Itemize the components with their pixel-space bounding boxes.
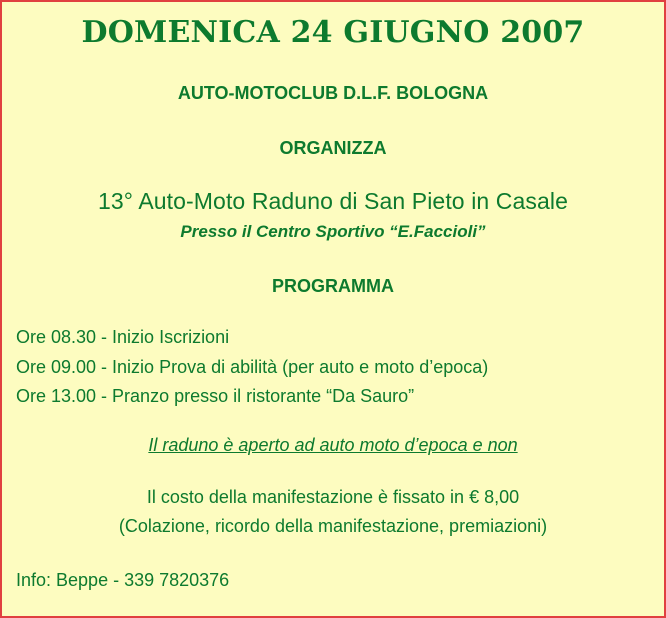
event-date: DOMENICA 24 GIUGNO 2007 [81,15,585,50]
schedule-item: Ore 13.00 - Pranzo presso il ristorante “Da Sauro” [16,386,415,406]
organizer-verb: ORGANIZZA [279,138,387,158]
open-note: Il raduno è aperto ad auto moto d’epoca e non [148,435,518,455]
club-name: AUTO-MOTOCLUB D.L.F. BOLOGNA [177,83,489,103]
cost-detail: (Colazione, ricordo della manifestazione, premiazioni) [118,516,548,536]
event-title: 13° Auto-Moto Raduno di San Pieto in Casale [98,188,568,214]
event-venue: Presso il Centro Sportivo “E.Faccioli” [180,222,486,241]
schedule-item: Ore 09.00 - Inizio Prova di abilità (per auto e moto d’epoca) [16,357,489,377]
schedule-item: Ore 08.30 - Inizio Iscrizioni [16,327,230,347]
cost-line: Il costo della manifestazione è fissato in € 8,00 [146,487,520,507]
contact-info: Info: Beppe - 339 7820376 [16,570,230,590]
program-title: PROGRAMMA [272,276,394,296]
